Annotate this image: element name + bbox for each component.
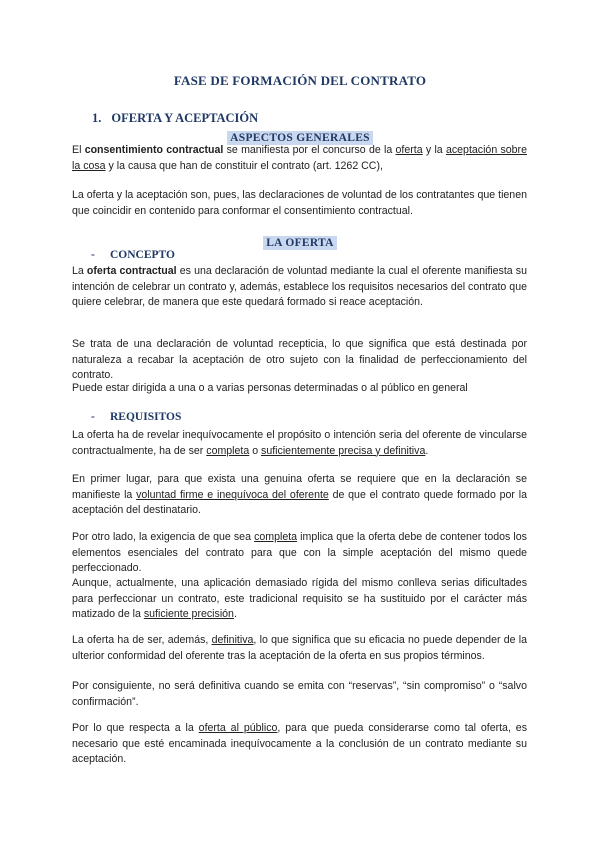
paragraph-aunque: Aunque, actualmente, una aplicación demasiado rígida del mismo conlleva serias dificultades para perfeccionar un contrato, este tradicional requisito se ha sustituido por el carácter más matizado de la suficiente precisión. xyxy=(72,577,527,620)
paragraph-consentimiento: El consentimiento contractual se manifiesta por el concurso de la oferta y la aceptación sobre la cosa y la causa que han de constituir el contrato (art. 1262 CC), xyxy=(72,144,527,172)
paragraph-definitiva: La oferta ha de ser, además, definitiva, lo que significa que su eficacia no puede depender de la ulterior conformidad del oferente tras la aceptación de la oferta en sus propios términos. xyxy=(72,634,527,662)
paragraph-primer-lugar: En primer lugar, para que exista una genuina oferta se requiere que en la declaración se manifieste la voluntad firme e inequívoca del oferente de que el contrato quede formado por la aceptación del destinatario. xyxy=(72,473,527,516)
page-title: FASE DE FORMACIÓN DEL CONTRATO xyxy=(173,73,427,88)
aspectos-generales-label: ASPECTOS GENERALES xyxy=(227,131,373,145)
paragraph-oferta-publico: Por lo que respecta a la oferta al público, para que pueda considerarse como tal oferta, es necesario que esté encaminada inequívocamente a la conclusión de un contrato mediante su aceptación. xyxy=(72,722,527,765)
paragraph-consiguiente: Por consiguiente, no será definitiva cuando se emita con “reservas”, “sin compromiso” o “salvo confirmación”. xyxy=(72,680,527,708)
section-title: OFERTA Y ACEPTACIÓN xyxy=(111,111,259,125)
section-number: 1. xyxy=(92,111,102,125)
paragraph-recepticia: Se trata de una declaración de voluntad recepticia, lo que significa que está destinada por naturaleza a recabar la aceptación de otro sujeto con la finalidad de perfeccionamiento del contrato. xyxy=(72,338,527,381)
la-oferta-heading xyxy=(0,233,600,251)
concepto-heading: - CONCEPTO xyxy=(91,249,175,261)
paragraph-oferta-contractual: La oferta contractual es una declaración de voluntad mediante la cual el oferente manifiesta su intención de celebrar un contrato y, además, establece los requisitos necesarios del contrato que quiere celebrar, de manera que este quedará formado si reace aceptación. xyxy=(72,265,527,308)
paragraph-revelar: La oferta ha de revelar inequívocamente el propósito o intención seria del oferente de vincularse contractualmente, ha de ser completa o suficientemente precisa y definitiva. xyxy=(72,429,527,457)
requisitos-heading: - REQUISITOS xyxy=(91,411,182,423)
paragraph-dirigida: Puede estar dirigida a una o a varias personas determinadas o al público en general xyxy=(72,382,468,394)
paragraph-completa: Por otro lado, la exigencia de que sea completa implica que la oferta debe de contener todos los elementos esenciales del contrato para que con la simple aceptación del mismo quede perfeccionado. xyxy=(72,531,527,574)
section-heading-oferta-aceptacion xyxy=(92,111,258,126)
la-oferta-label: LA OFERTA xyxy=(263,236,337,250)
paragraph-oferta-aceptacion: La oferta y la aceptación son, pues, las declaraciones de voluntad de los contratantes que tienen que coincidir en contenido para conformar el consentimiento contractual. xyxy=(72,189,527,217)
